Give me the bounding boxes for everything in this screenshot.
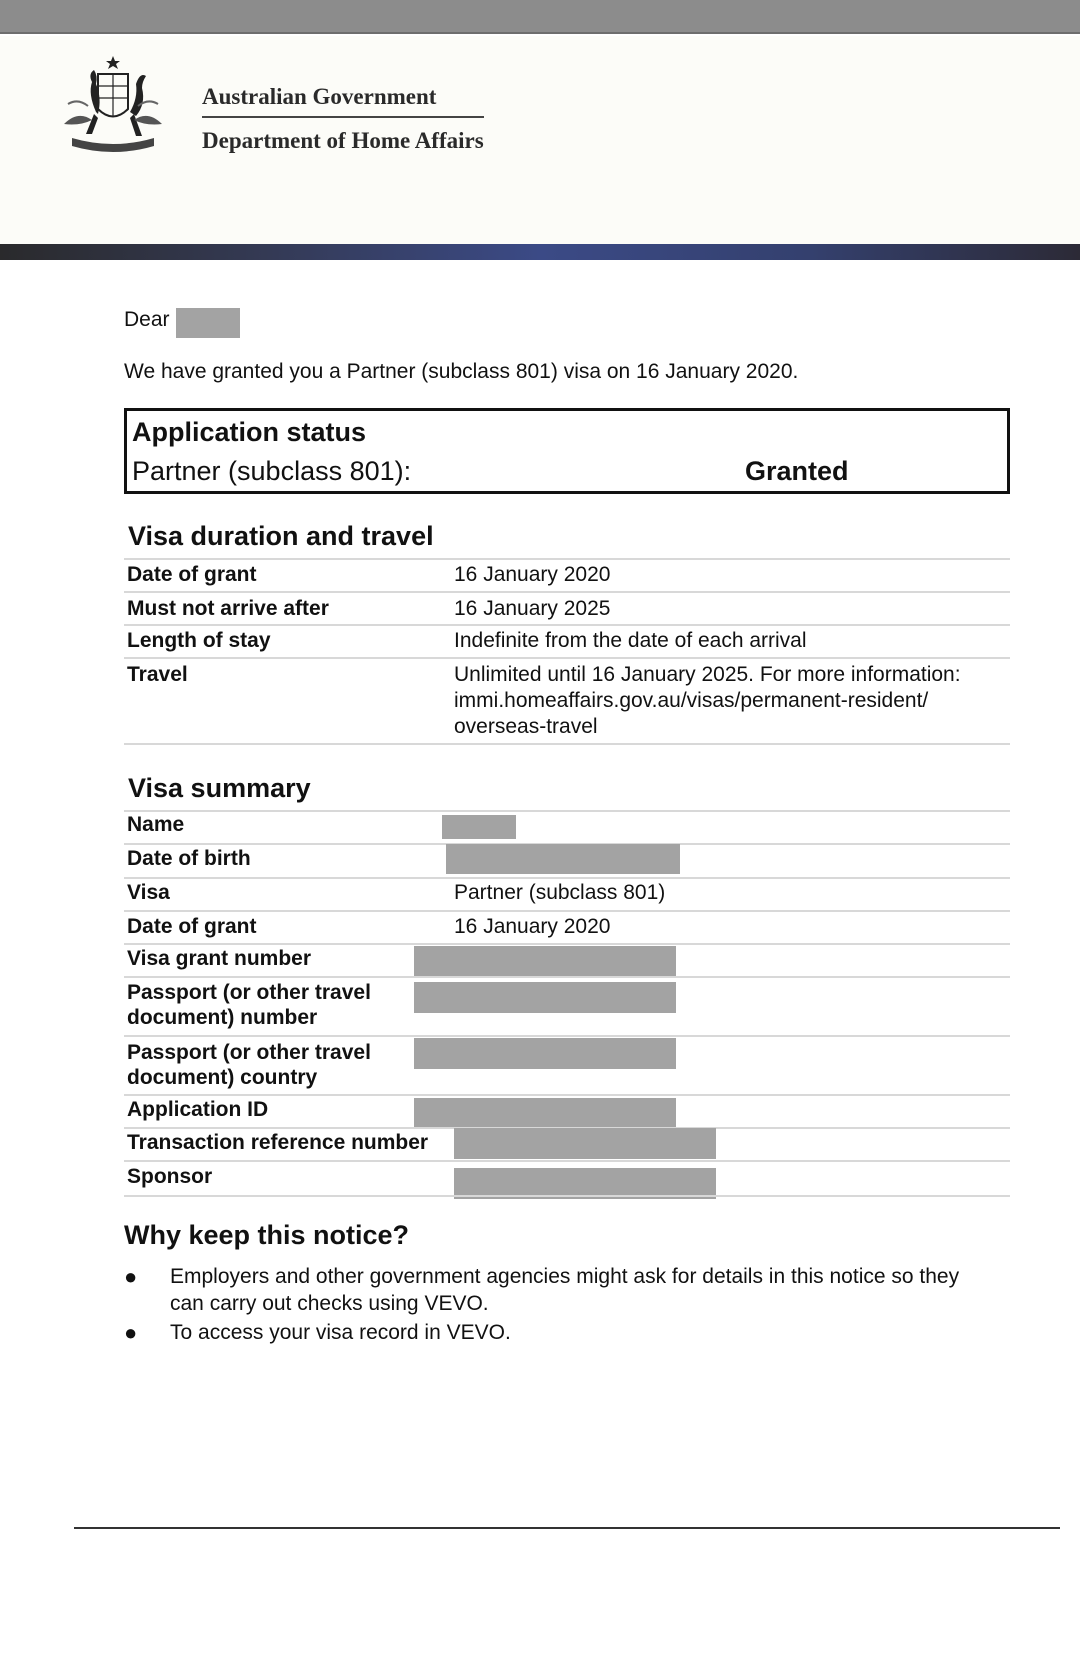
row-value: Partner (subclass 801) (454, 881, 666, 904)
divider (124, 810, 1010, 812)
divider (124, 943, 1010, 945)
visa-summary-title: Visa summary (128, 773, 311, 803)
visa-duration-title: Visa duration and travel (128, 521, 434, 551)
divider (124, 591, 1010, 593)
redacted-application-id (414, 1098, 676, 1128)
travel-info-line: Unlimited until 16 January 2025. For more information: (454, 663, 961, 686)
divider (124, 976, 1010, 978)
application-status-value: Granted (745, 456, 849, 486)
row-label: Sponsor (127, 1165, 213, 1188)
bullet-icon: ● (124, 1320, 138, 1345)
travel-info-line: immi.homeaffairs.gov.au/visas/permanent-resident/ (454, 689, 929, 712)
footer-divider (74, 1527, 1060, 1529)
divider (124, 910, 1010, 912)
coat-of-arms-icon (58, 54, 168, 156)
divider (124, 1160, 1010, 1162)
application-status-box (124, 408, 1010, 494)
row-value: Indefinite from the date of each arrival (454, 629, 807, 652)
header-band (0, 244, 1080, 260)
divider (124, 558, 1010, 560)
row-value: 16 January 2020 (454, 915, 611, 938)
divider (124, 1094, 1010, 1096)
redacted-transaction-reference (454, 1128, 716, 1159)
row-label: Travel (127, 663, 188, 686)
row-label: Name (127, 813, 185, 836)
salutation: Dear (124, 308, 170, 331)
department-name: Department of Home Affairs (202, 128, 484, 153)
divider (124, 877, 1010, 879)
divider (124, 1195, 1010, 1197)
redacted-visa-grant-number (414, 946, 676, 977)
row-label: Visa grant number (127, 947, 311, 970)
divider (124, 1035, 1010, 1037)
top-bar (0, 0, 1080, 34)
header-divider (202, 116, 484, 118)
redacted-date-of-birth (446, 844, 680, 874)
why-keep-title: Why keep this notice? (124, 1220, 410, 1250)
bullet-text: can carry out checks using VEVO. (170, 1292, 489, 1315)
row-label: Date of birth (127, 847, 251, 870)
row-label: Length of stay (127, 629, 271, 652)
bullet-text: To access your visa record in VEVO. (170, 1321, 511, 1344)
application-status-title: Application status (132, 417, 367, 447)
redacted-passport-number (414, 982, 676, 1013)
bullet-icon: ● (124, 1264, 138, 1289)
divider (124, 657, 1010, 659)
application-status-label: Partner (subclass 801): (132, 456, 412, 486)
row-value: 16 January 2025 (454, 597, 611, 620)
redacted-name (442, 815, 516, 839)
row-label: Date of grant (127, 563, 257, 586)
row-label: Must not arrive after (127, 597, 329, 620)
travel-info-line: overseas-travel (454, 715, 598, 738)
intro-text: We have granted you a Partner (subclass 801) visa on 16 January 2020. (124, 360, 799, 383)
row-label: Passport (or other travel (127, 981, 371, 1004)
row-value: 16 January 2020 (454, 563, 611, 586)
redacted-passport-country (414, 1038, 676, 1069)
row-label: Application ID (127, 1098, 269, 1121)
divider (124, 624, 1010, 626)
row-label: Passport (or other travel (127, 1041, 371, 1064)
row-label: Transaction reference number (127, 1131, 429, 1154)
bullet-text: Employers and other government agencies might ask for details in this notice so they (170, 1265, 960, 1288)
government-name: Australian Government (202, 84, 437, 109)
row-label: document) number (127, 1006, 318, 1029)
divider (124, 743, 1010, 745)
row-label: Visa (127, 881, 170, 904)
row-label: Date of grant (127, 915, 257, 938)
row-label: document) country (127, 1066, 318, 1089)
redacted-name (176, 308, 240, 338)
